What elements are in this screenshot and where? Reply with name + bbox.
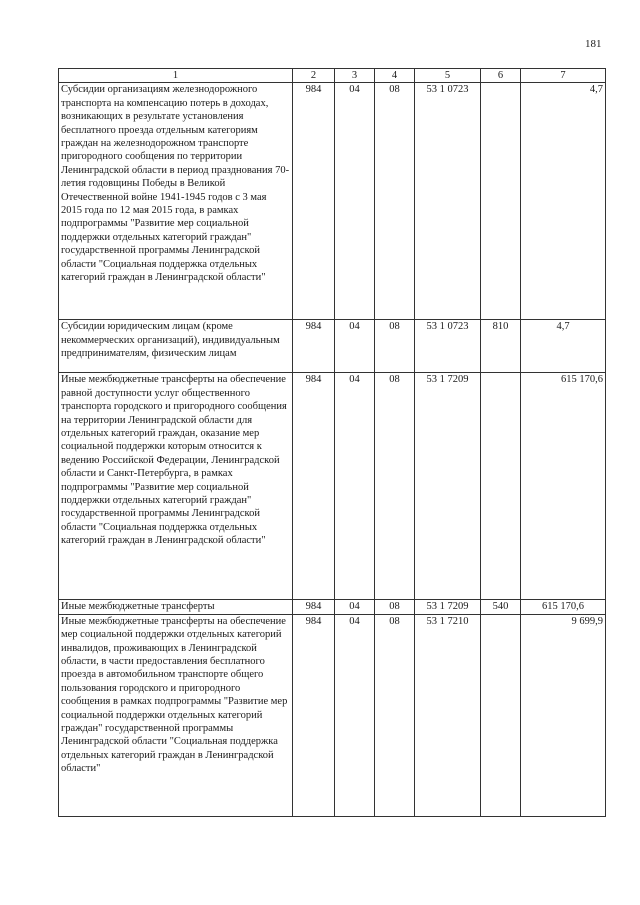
table-row [59, 373, 606, 600]
section-code: 04 [335, 614, 375, 816]
col-header-6: 6 [481, 69, 521, 83]
section-code: 04 [335, 320, 375, 373]
col-header-5: 5 [415, 69, 481, 83]
target-article-code: 53 1 0723 [415, 83, 481, 320]
row-description: Иные межбюджетные трансферты на обеспечение равной доступности услуг общественного транспорта городского и пригородного сообщения на территории Ленинградской области для отдельных категорий граждан, оказание мер социальной поддержки которым относится к ведению Российской Федерации, Ленинградской области и Санкт-Петербурга, в рамках подпрограммы "Развитие мер социальной поддержки отдельных категорий граждан" государственной программы Ленинградской области "Социальная поддержка отдельных категорий граждан в Ленинградской области" [59, 373, 293, 600]
section-code: 04 [335, 83, 375, 320]
ministry-code: 984 [293, 600, 335, 614]
amount: 615 170,6 [521, 373, 606, 600]
ministry-code: 984 [293, 83, 335, 320]
subsection-code: 08 [375, 600, 415, 614]
page-number: 181 [585, 38, 602, 50]
amount: 615 170,6 [521, 600, 606, 614]
expense-type-code [481, 373, 521, 600]
row-description: Иные межбюджетные трансферты [59, 600, 293, 614]
budget-table [58, 68, 606, 817]
amount: 4,7 [521, 320, 606, 373]
table-row [59, 83, 606, 320]
amount: 4,7 [521, 83, 606, 320]
subsection-code: 08 [375, 614, 415, 816]
section-code: 04 [335, 600, 375, 614]
target-article-code: 53 1 7210 [415, 614, 481, 816]
ministry-code: 984 [293, 373, 335, 600]
target-article-code: 53 1 7209 [415, 600, 481, 614]
col-header-1: 1 [59, 69, 293, 83]
row-description: Иные межбюджетные трансферты на обеспечение мер социальной поддержки отдельных категорий инвалидов, проживающих в Ленинградской области, в части предоставления бесплатного проезда в автомобильном транспорте общего пользования городского и пригородного сообщения в рамках подпрограммы "Развитие мер социальной поддержки отдельных категорий граждан" государственной программы Ленинградской области "Социальная поддержка отдельных категорий граждан в Ленинградской области" [59, 614, 293, 816]
subsection-code: 08 [375, 373, 415, 600]
col-header-2: 2 [293, 69, 335, 83]
header-row [59, 69, 606, 83]
table-row [59, 600, 606, 614]
table-row [59, 614, 606, 816]
subsection-code: 08 [375, 83, 415, 320]
expense-type-code [481, 614, 521, 816]
ministry-code: 984 [293, 320, 335, 373]
expense-type-code: 540 [481, 600, 521, 614]
row-description: Субсидии юридическим лицам (кроме некоммерческих организаций), индивидуальным предпринимателям, физическим лицам [59, 320, 293, 373]
expense-type-code: 810 [481, 320, 521, 373]
col-header-4: 4 [375, 69, 415, 83]
row-description: Субсидии организациям железнодорожного транспорта на компенсацию потерь в доходах, возникающих в результате установления бесплатного проезда отдельным категориям граждан на железнодорожном транспорте пригородного сообщения по территории Ленинградской области в период празднования 70-летия годовщины Победы в Великой Отечественной войне 1941-1945 годов с 3 мая 2015 года по 12 мая 2015 года, в рамках подпрограммы "Развитие мер социальной поддержки отдельных категорий граждан" государственной программы Ленинградской области "Социальная поддержка отдельных категорий граждан в Ленинградской области" [59, 83, 293, 320]
expense-type-code [481, 83, 521, 320]
amount: 9 699,9 [521, 614, 606, 816]
target-article-code: 53 1 0723 [415, 320, 481, 373]
target-article-code: 53 1 7209 [415, 373, 481, 600]
subsection-code: 08 [375, 320, 415, 373]
col-header-3: 3 [335, 69, 375, 83]
section-code: 04 [335, 373, 375, 600]
col-header-7: 7 [521, 69, 606, 83]
table-row [59, 320, 606, 373]
ministry-code: 984 [293, 614, 335, 816]
